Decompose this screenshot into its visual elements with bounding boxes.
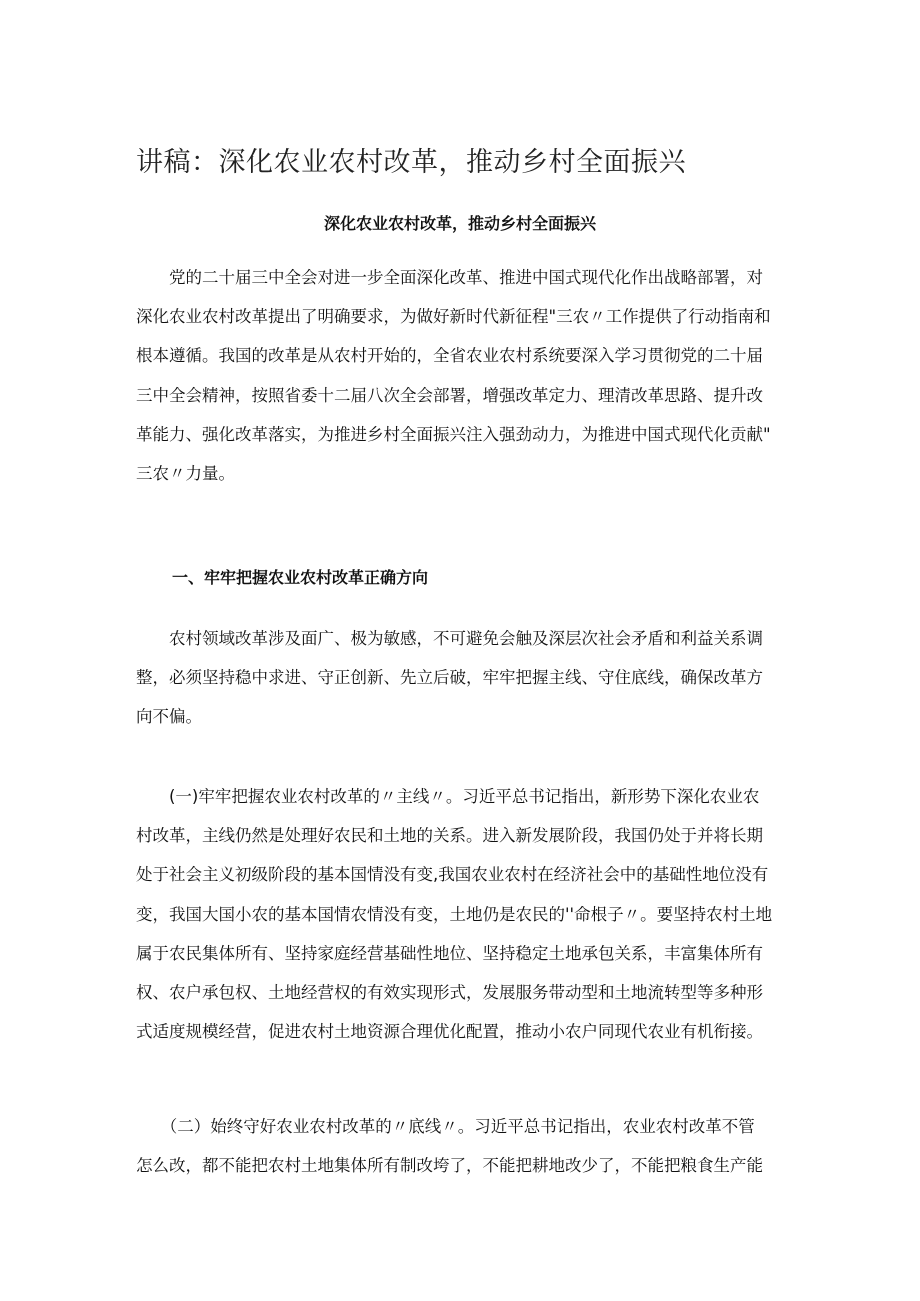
text-line: 三农〃力量。 — [136, 463, 235, 483]
text-line: 党的二十届三中全会对进一步全面深化改革、推进中国式现代化作出战略部署，对 — [136, 268, 763, 287]
text-line: 向不偏。 — [136, 707, 202, 727]
text-line: 变，我国大国小农的基本国情农情没有变，土地仍是农民的''命根子〃。要坚持农村土地 — [136, 904, 773, 924]
text-line: 属于农民集体所有、坚持家庭经营基础性地位、坚持稳定土地承包关系，丰富集体所有 — [136, 943, 763, 963]
text-line: 农村领域改革涉及面广、极为敏感，不可避免会触及深层次社会矛盾和利益关系调 — [136, 629, 763, 648]
text-line: 怎么改，都不能把农村土地集体所有制改垮了，不能把耕地改少了，不能把粮食生产能 — [136, 1156, 763, 1176]
text-line: (一)牢牢把握农业农村改革的〃主线〃。习近平总书记指出，新形势下深化农业农 — [136, 787, 760, 806]
document-subtitle: 深化农业农村改革，推动乡村全面振兴 — [323, 214, 596, 233]
paragraph-bottom-line — [136, 1107, 796, 1185]
text-line: 根本遵循。我国的改革是从农村开始的，全省农业农村系统要深入学习贯彻党的二十届 — [136, 346, 763, 366]
paragraph-section-intro — [136, 619, 796, 737]
text-line: 深化农业农村改革提出了明确要求，为做好新时代新征程"三农〃工作提供了行动指南和 — [136, 307, 771, 327]
document-title: 讲稿：深化农业农村改革，推动乡村全面振兴 — [136, 147, 686, 178]
text-line: 式适度规模经营，促进农村土地资源合理优化配置，推动小农户同现代农业有机衔接。 — [136, 1022, 763, 1042]
text-line: 处于社会主义初级阶段的基本国情没有变,我国农业农村在经济社会中的基础性地位没有 — [136, 865, 769, 885]
paragraph-main-line — [136, 777, 796, 1051]
text-line: 权、农户承包权、土地经营权的有效实现形式，发展服务带动型和土地流转型等多种形 — [136, 982, 763, 1002]
text-line: 村改革，主线仍然是处理好农民和土地的关系。进入新发展阶段，我国仍处于并将长期 — [136, 826, 763, 846]
paragraph-intro — [136, 258, 796, 493]
text-line: 整，必须坚持稳中求进、守正创新、先立后破，牢牢把握主线、守住底线，确保改革方 — [136, 668, 763, 688]
text-line: （二）始终守好农业农村改革的〃底线〃。习近平总书记指出，农业农村改革不管 — [136, 1117, 755, 1136]
text-line: 三中全会精神，按照省委十二届八次全会部署，增强改革定力、理清改革思路、提升改 — [136, 385, 763, 405]
section-heading: 一、牢牢把握农业农村改革正确方向 — [172, 568, 429, 587]
text-line: 革能力、强化改革落实，为推进乡村全面振兴注入强劲动力，为推进中国式现代化贡献" — [136, 424, 771, 444]
